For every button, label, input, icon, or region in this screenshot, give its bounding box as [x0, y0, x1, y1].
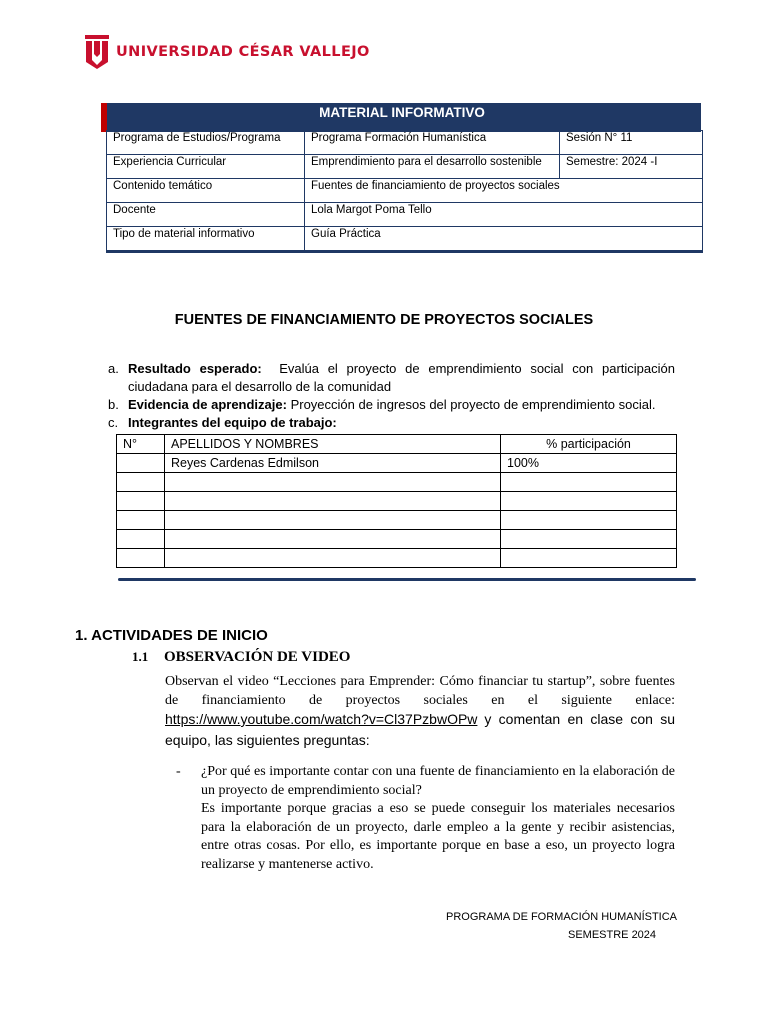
- table-cell: [117, 454, 165, 473]
- list-item: [108, 360, 675, 396]
- table-row: [117, 511, 677, 530]
- table-row: [117, 549, 677, 568]
- table-cell: [165, 492, 501, 511]
- table-cell: [165, 549, 501, 568]
- university-logo: [84, 34, 370, 70]
- table-cell: [501, 473, 677, 492]
- material-title: MATERIAL INFORMATIVO: [319, 105, 485, 120]
- info-value: Guía Práctica: [305, 227, 703, 252]
- table-cell: [117, 549, 165, 568]
- ucv-shield-icon: [84, 34, 110, 70]
- info-semester: Semestre: 2024 -I: [560, 155, 703, 179]
- info-value: Fuentes de financiamiento de proyectos sociales: [305, 179, 703, 203]
- team-table: [116, 434, 677, 568]
- info-label: Contenido temático: [107, 179, 305, 203]
- info-label: Tipo de material informativo: [107, 227, 305, 252]
- table-cell: 100%: [501, 454, 677, 473]
- table-row: [107, 203, 703, 227]
- list-item: [108, 396, 675, 414]
- info-label: Programa de Estudios/Programa: [107, 131, 305, 155]
- item-label: Resultado esperado:: [128, 361, 262, 376]
- list-marker: b.: [108, 397, 119, 412]
- question-item: [176, 763, 675, 874]
- table-row: [107, 131, 703, 155]
- list-marker: c.: [108, 415, 119, 430]
- list-item: [108, 414, 675, 432]
- list-marker: a.: [108, 361, 119, 376]
- table-header-row: [117, 435, 677, 454]
- item-text: Proyección de ingresos del proyecto de emprendimiento social.: [290, 397, 656, 412]
- table-cell: [117, 511, 165, 530]
- table-cell: [501, 511, 677, 530]
- info-label: Experiencia Curricular: [107, 155, 305, 179]
- video-instructions: [165, 673, 675, 751]
- table-cell: [117, 492, 165, 511]
- table-cell: [165, 473, 501, 492]
- item-label: Integrantes del equipo de trabajo:: [128, 415, 337, 430]
- answer-text: Es importante porque gracias a eso se puede conseguir los materiales necesarios para la elaboración de un proyecto, darle empleo a la gente y recibir asistencias, entre otras cosas. Por ello, es importante porque en base a eso, un proyecto logra realizarse y mantenerse activo.: [201, 801, 675, 872]
- subsection-title: OBSERVACIÓN DE VIDEO: [164, 649, 351, 665]
- table-row: [117, 530, 677, 549]
- table-row: [107, 179, 703, 203]
- column-header: APELLIDOS Y NOMBRES: [165, 435, 501, 454]
- info-value: Programa Formación Humanística: [305, 131, 560, 155]
- table-row: [117, 454, 677, 473]
- page-footer: [446, 908, 677, 944]
- subsection-heading: [132, 649, 350, 666]
- bullet-dash: -: [176, 764, 181, 779]
- info-label: Docente: [107, 203, 305, 227]
- document-title: FUENTES DE FINANCIAMIENTO DE PROYECTOS SOCIALES: [174, 312, 594, 328]
- table-cell: [501, 530, 677, 549]
- item-text: Evalúa el proyecto de emprendimiento social con participación ciudadana para el desarrollo de la comunidad: [128, 361, 675, 394]
- section-divider: [118, 578, 696, 581]
- section-heading: 1. ACTIVIDADES DE INICIO: [75, 627, 268, 644]
- subsection-number: 1.1: [132, 649, 149, 664]
- table-row: [107, 227, 703, 252]
- item-label: Evidencia de aprendizaje:: [128, 397, 287, 412]
- footer-program: PROGRAMA DE FORMACIÓN HUMANÍSTICA: [446, 911, 678, 923]
- video-link[interactable]: https://www.youtube.com/watch?v=Cl37PzbwOPw: [165, 711, 478, 727]
- info-value: Lola Margot Poma Tello: [305, 203, 703, 227]
- info-value: Emprendimiento para el desarrollo sostenible: [305, 155, 560, 179]
- table-cell: [501, 549, 677, 568]
- column-header: % participación: [501, 435, 677, 454]
- table-row: [107, 155, 703, 179]
- table-row: [117, 492, 677, 511]
- instruction-text-after: y comentan en clase con su equipo, las siguientes preguntas:: [165, 711, 675, 748]
- instruction-text: Observan el video “Lecciones para Emprender: Cómo financiar tu startup”, sobre fuentes de financiamiento de proyectos sociales en el siguiente enlace:: [165, 674, 675, 708]
- table-cell: [117, 473, 165, 492]
- table-cell: Reyes Cardenas Edmilson: [165, 454, 501, 473]
- table-row: [117, 473, 677, 492]
- table-cell: [501, 492, 677, 511]
- table-cell: [165, 530, 501, 549]
- question-text: ¿Por qué es importante contar con una fuente de financiamiento en la elaboración de un proyecto de emprendimiento social?: [201, 764, 675, 798]
- footer-semester: SEMESTRE 2024: [568, 929, 657, 941]
- column-header: N°: [117, 435, 165, 454]
- university-name: UNIVERSIDAD CÉSAR VALLEJO: [116, 44, 370, 60]
- table-cell: [165, 511, 501, 530]
- table-cell: [117, 530, 165, 549]
- material-info-table: [106, 130, 703, 253]
- info-session: Sesión N° 11: [560, 131, 703, 155]
- objectives-list: [108, 360, 675, 432]
